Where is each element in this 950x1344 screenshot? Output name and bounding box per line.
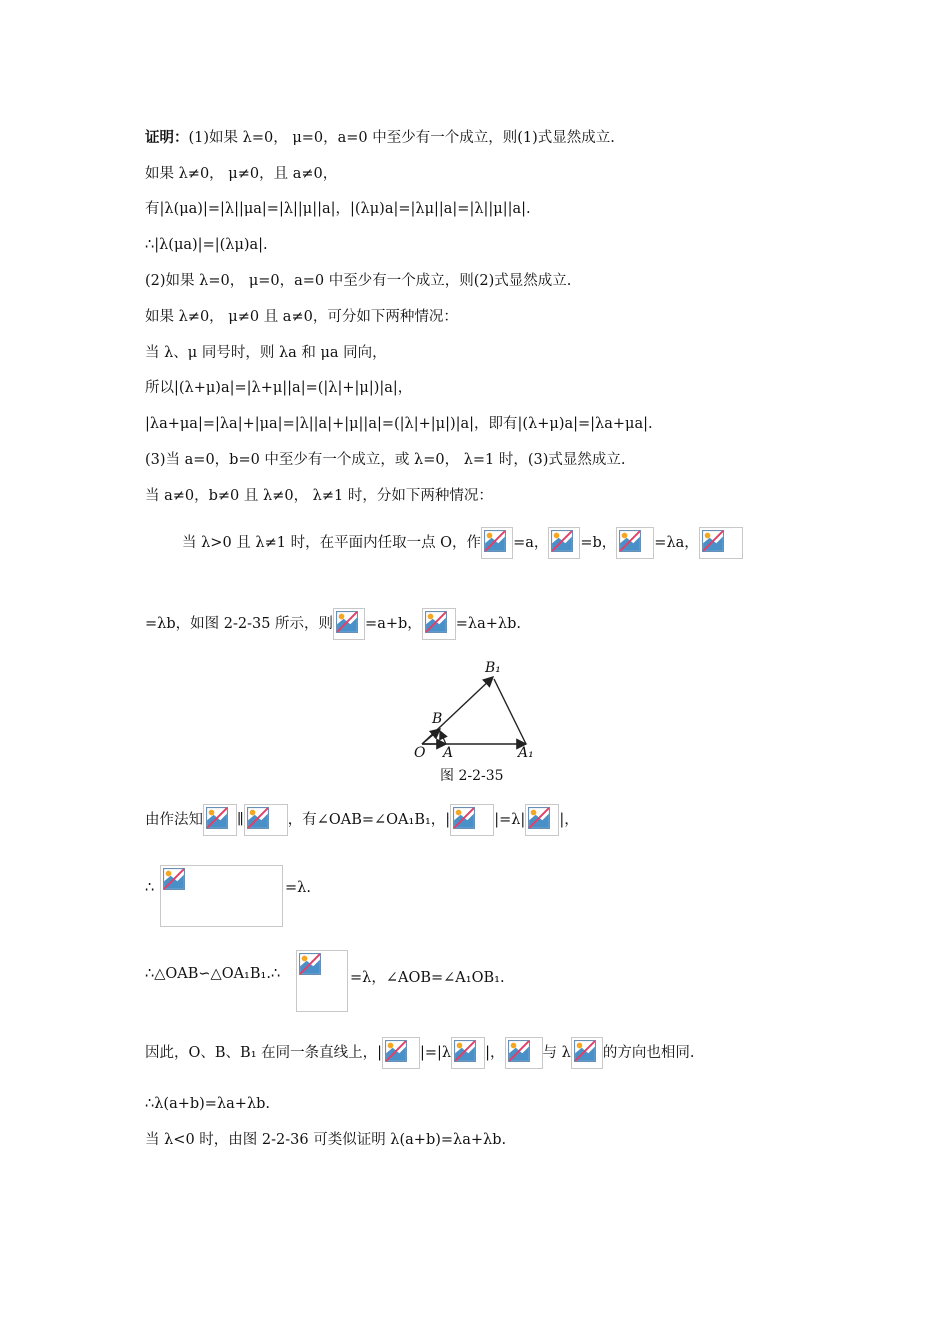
line-17-text-e: 的方向也相同. bbox=[602, 1045, 695, 1061]
image-placeholder bbox=[525, 804, 559, 836]
line-17-text-c: |， bbox=[485, 1045, 505, 1061]
line-1 bbox=[145, 128, 615, 148]
line-17-text-a: 因此，O、B、B₁ 在同一条直线上，| bbox=[145, 1045, 383, 1061]
image-placeholder bbox=[160, 865, 283, 927]
line-12-text-b: =a， bbox=[513, 535, 549, 551]
line-2: 如果 λ≠0， μ≠0，且 a≠0， bbox=[145, 166, 338, 182]
line-16-suffix: =λ，∠AOB=∠A₁OB₁. bbox=[350, 970, 505, 986]
proof-label: 证明： bbox=[145, 130, 189, 146]
line-1-text: (1)如果 λ=0， μ=0，a=0 中至少有一个成立，则(1)式显然成立. bbox=[188, 130, 615, 146]
line-3: 有|λ(μa)|=|λ||μa|=|λ||μ||a|，|(λμ)a|=|λμ||a|=|λ||μ||a|. bbox=[145, 201, 531, 217]
line-17-text-d: 与 λ bbox=[542, 1045, 571, 1061]
label-b1: B₁ bbox=[485, 660, 501, 676]
image-placeholder bbox=[616, 527, 654, 559]
line-12-text-d: =λa， bbox=[654, 535, 699, 551]
image-placeholder bbox=[382, 1037, 420, 1069]
image-placeholder bbox=[333, 608, 365, 640]
line-13 bbox=[145, 605, 521, 643]
image-placeholder bbox=[571, 1037, 603, 1069]
line-13-text-c: =λa+λb. bbox=[455, 616, 521, 632]
line-15-prefix: ∴ bbox=[145, 880, 155, 896]
line-14-text-c: ，有∠OAB=∠OA₁B₁，| bbox=[287, 812, 451, 828]
image-placeholder bbox=[548, 527, 580, 559]
line-16-prefix: ∴△OAB∽△OA₁B₁.∴ bbox=[145, 966, 281, 982]
line-9: |λa+μa|=|λa|+|μa|=|λ||a|+|μ||a|=(|λ|+|μ|)|a|，即有|(λ+μ)a|=|λa+μa|. bbox=[145, 416, 653, 432]
line-12 bbox=[182, 524, 743, 562]
line-5: (2)如果 λ=0， μ=0，a=0 中至少有一个成立，则(2)式显然成立. bbox=[145, 273, 572, 289]
image-placeholder bbox=[296, 950, 348, 1012]
line-7: 当 λ、μ 同号时，则 λa 和 μa 同向， bbox=[145, 345, 387, 361]
line-14-text-e: |， bbox=[559, 812, 579, 828]
line-14 bbox=[145, 800, 579, 840]
line-15-suffix: =λ. bbox=[285, 880, 311, 896]
image-placeholder bbox=[450, 804, 494, 836]
line-12-text-a: 当 λ>0 且 λ≠1 时，在平面内任取一点 O，作 bbox=[182, 535, 482, 551]
label-o: O bbox=[414, 745, 426, 761]
image-placeholder bbox=[699, 527, 743, 559]
line-17-text-b: |=|λ bbox=[420, 1045, 452, 1061]
line-4: ∴|λ(μa)|=|(λμ)a|. bbox=[145, 237, 268, 253]
line-13-text-b: =a+b， bbox=[365, 616, 422, 632]
label-a: A bbox=[443, 745, 454, 761]
line-11: 当 a≠0，b≠0 且 λ≠0， λ≠1 时，分如下两种情况： bbox=[145, 488, 493, 504]
image-placeholder bbox=[244, 804, 288, 836]
line-17 bbox=[145, 1034, 694, 1072]
line-14-text-b: ∥ bbox=[237, 812, 244, 828]
line-8: 所以|(λ+μ)a|=|λ+μ||a|=(|λ|+|μ|)|a|， bbox=[145, 380, 413, 396]
image-placeholder bbox=[481, 527, 513, 559]
line-6: 如果 λ≠0， μ≠0 且 a≠0，可分如下两种情况： bbox=[145, 309, 458, 325]
line-10: (3)当 a=0，b=0 中至少有一个成立，或 λ=0， λ=1 时，(3)式显然成立. bbox=[145, 452, 626, 468]
label-b: B bbox=[432, 711, 443, 727]
line-12-text-c: =b， bbox=[580, 535, 617, 551]
image-placeholder bbox=[451, 1037, 485, 1069]
label-a1: A₁ bbox=[518, 745, 534, 761]
line-19: 当 λ<0 时，由图 2-2-36 可类似证明 λ(a+b)=λa+λb. bbox=[145, 1132, 507, 1148]
line-13-text-a: =λb，如图 2-2-35 所示，则 bbox=[145, 616, 334, 632]
image-placeholder bbox=[422, 608, 456, 640]
line-14-text-a: 由作法知 bbox=[145, 812, 203, 828]
line-14-text-d: |=λ| bbox=[494, 812, 526, 828]
image-placeholder bbox=[203, 804, 237, 836]
line-18: ∴λ(a+b)=λa+λb. bbox=[145, 1096, 271, 1112]
image-placeholder bbox=[505, 1037, 543, 1069]
figure-caption: 图 2-2-35 bbox=[440, 768, 504, 784]
